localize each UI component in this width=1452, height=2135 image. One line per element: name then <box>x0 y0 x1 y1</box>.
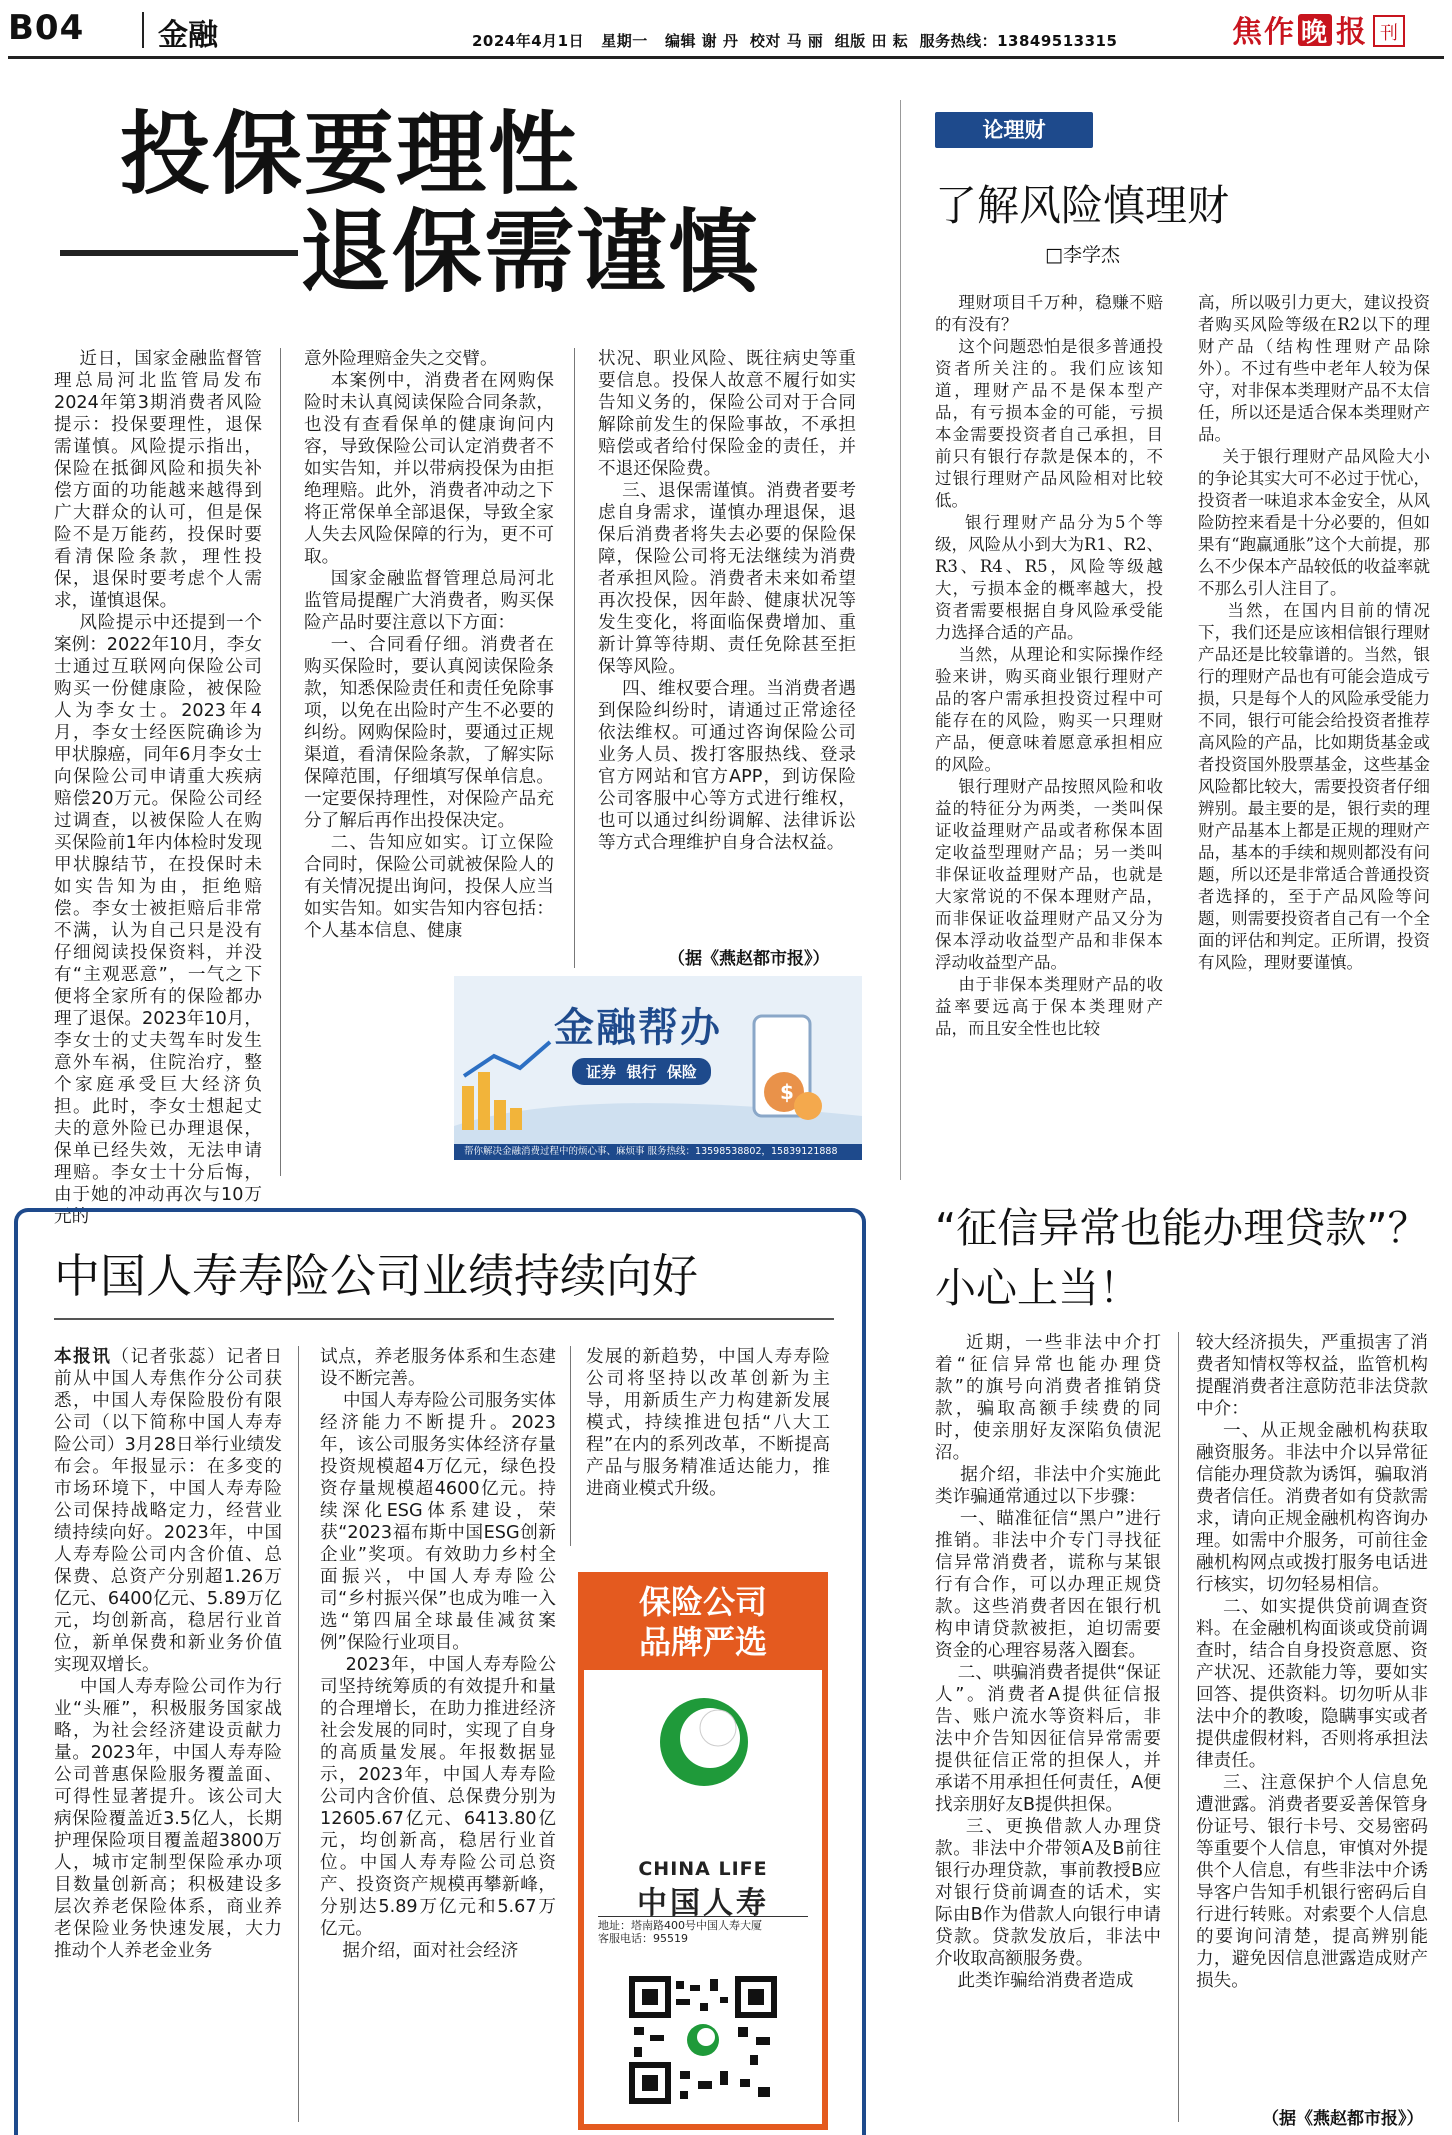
banner-subtitle: 证券 银行 保险 <box>572 1058 711 1085</box>
credit-title: “征信异常也能办理贷款”？ 小心上当！ <box>935 1204 1429 1312</box>
issue-meta: 2024年4月1日 星期一 编辑 谢 丹 校对 马 丽 组版 田 耘 服务热线：13849513315 <box>472 32 1118 50</box>
brand-select-banner <box>578 1572 828 1670</box>
column-rule <box>298 1346 299 2122</box>
chinalife-col2: 试点，养老服务体系和生态建设不断完善。 中国人寿寿险公司服务实体经济能力不断提升。2023年，该公司服务实体经济存量投资规模超4万亿元，绿色投资存量规模超4600亿元。持续深化ESG体系建设，荣获“2023福布斯中国ESG创新企业”奖项。有效助力乡村全面振兴，中国人寿寿险公司“乡村振兴保”也成为唯一入选“第四届全球最佳减贫案例”保险行业项目。 2023年，中国人寿寿险公司坚持统筹质的有效提升和量的合理增长，在助力推进经济社会发展的同时，实现了自身的高质量发展。年报数据显示，2023年，中国人寿寿险公司内含价值、总保费分别为12605.67亿元、6413.80亿元，均创新高，稳居行业首位。中国人寿寿险公司总资产、投资资产规模再攀新峰，分别达5.89万亿元和5.67万亿元。 据介绍，面对社会经济 <box>320 1347 556 1961</box>
page-column-rule <box>900 100 901 1180</box>
chinalife-col3: 发展的新趋势，中国人寿寿险公司将坚持以改革创新为主导，用新质生产力构建新发展模式，持续推进包括“八大工程”在内的系列改革，不断提高产品与服务精准适达能力，推进商业模式升级。 <box>586 1347 830 1499</box>
svg-text:报: 报 <box>1336 15 1366 50</box>
main-article-col2: 意外险理赔金失之交臂。 本案例中，消费者在网购保险时未认真阅读保险合同条款，也没有查看保单的健康询问内容，导致保险公司认定消费者不如实告知，并以带病投保为由拒绝理赔。此外，消费者冲动之下将正常保单全部退保，导致全家人失去风险保障的行为，更不可取。 国家金融监督管理总局河北监管局提醒广大消费者，购买保险产品时要注意以下方面： 一、合同看仔细。消费者在购买保险时，要认真阅读保险条款，知悉保险责任和责任免除事项，以免在出险时产生不必要的纠纷。网购保险时，要通过正规渠道，看清保险条款，了解实际保障范围，仔细填写保单信息。一定要保持理性，对保险产品充分了解后再作出投保决定。 二、告知应如实。订立保险合同时，保险公司就被保险人的有关情况提出询问，投保人应当如实告知。如实告知内容包括：个人基本信息、健康 <box>304 349 554 941</box>
column-tag: 论理财 <box>935 112 1093 148</box>
theory-col1: 理财项目千万种，稳赚不赔的有没有？ 这个问题恐怕是很多普通投资者所关注的。我们应该知道，理财产品不是保本型产品，有亏损本金的可能，亏损本金需要投资者自己承担，目前只有银行存款是保本的，不过银行理财产品风险相对比较低。 银行理财产品分为5个等级，风险从小到大为R1、R2、R3、R4、R5，风险等级越大，亏损本金的概率越大，投资者需要根据自身风险承受能力选择合适的产品。 当然，从理论和实际操作经验来讲，购买商业银行理财产品的客户需承担投资过程中可能存在的风险，购买一只理财产品，便意味着愿意承担相应的风险。 银行理财产品按照风险和收益的特征分为两类，一类叫保证收益理财产品或者称保本固定收益型理财产品；另一类叫非保证收益理财产品，也就是大家常说的不保本理财产品，而非保证收益理财产品又分为保本浮动收益型产品和非保本浮动收益型产品。 由于非保本类理财产品的收益率要远高于保本类理财产品，而且安全性也比较 <box>935 293 1164 1038</box>
theory-author: □李学杰 <box>1045 244 1120 266</box>
header-divider <box>142 12 144 48</box>
header-rule <box>8 56 1444 59</box>
chinalife-col1-text: （记者张蕊）记者日前从中国人寿焦作分公司获悉，中国人寿保险股份有限公司（以下简称中国人寿寿险公司）3月28日举行业绩发布会。年报显示：在多变的市场环境下，中国人寿寿险公司保持战略定力，经营业绩持续向好。2023年，中国人寿寿险公司内含价值、总保费、总资产分别超1.26万亿元、6400亿元、5.89万亿元，均创新高，稳居行业首位，新单保费和新业务价值实现双增长。 中国人寿寿险公司作为行业“头雁”，积极服务国家战略，为社会经济建设贡献力量。2023年，中国人寿寿险公司普惠保险服务覆盖面、可得性显著提升。该公司大病保险覆盖近3.5亿人，长期护理保险项目覆盖超3800万人，城市定制型保险承办项目数量创新高；积极建设多层次养老保险体系，商业养老保险业务快速发展，大力推动个人养老金业务 <box>54 1347 282 1961</box>
coin-icon: $ <box>780 1080 794 1104</box>
main-source: （据《燕赵都市报》） <box>668 949 830 969</box>
main-article-col1: 近日，国家金融监督管理总局河北监管局发布2024年第3期消费者风险提示：投保要理性，退保需谨慎。风险提示指出，保险在抵御风险和损失补偿方面的功能越来越得到广大群众的认可，但是保险不是万能药，投保时要看清保险条款，理性投保，退保时要考虑个人需求，谨慎退保。 风险提示中还提到一个案例：2022年10月，李女士通过互联网向保险公司购买一份健康险，被保险人为李女士。2023年4月，李女士经医院确诊为甲状腺癌，同年6月李女士向保险公司申请重大疾病赔偿20万元。保险公司经过调查，以被保险人在购买保险前1年内体检时发现甲状腺结节，在投保时未如实告知为由，拒绝赔偿。李女士被拒赔后非常不满，认为自己只是没有仔细阅读投保资料，并没有“主观恶意”，一气之下便将全家所有的保险都办理了退保。2023年10月，李女士的丈夫驾车时发生意外车祸，住院治疗，整个家庭承受巨大经济负担。此时，李女士想起丈夫的意外险已办理退保，保单已经失效，无法申请理赔。李女士十分后悔，由于她的冲动再次与10万元的 <box>54 349 262 1227</box>
main-headline-line1: 投保要理性 <box>120 102 580 207</box>
svg-text:晚: 晚 <box>1301 18 1328 48</box>
banner-title: 金融帮办 <box>554 1004 722 1051</box>
brand-line1: 保险公司 <box>638 1583 767 1621</box>
svg-text:刊: 刊 <box>1380 23 1398 44</box>
section-name: 金融 <box>158 18 218 53</box>
svg-text:焦作: 焦作 <box>1232 15 1296 50</box>
chinalife-logo-cn: 中国人寿 <box>637 1886 769 1921</box>
page-number: B04 <box>8 8 85 48</box>
brand-line2: 品牌严选 <box>638 1623 767 1661</box>
chinalife-logo-en: CHINA LIFE <box>638 1858 768 1880</box>
column-rule <box>570 1346 571 1546</box>
chinalife-title: 中国人寿寿险公司业绩持续向好 <box>54 1249 698 1303</box>
theory-title: 了解风险慎理财 <box>935 181 1230 230</box>
chinalife-title-rule <box>54 1318 834 1320</box>
chinalife-lead: 本报讯 <box>54 1347 112 1367</box>
main-article-col2-tail <box>304 976 446 1176</box>
headline-rule <box>60 250 298 256</box>
chinalife-address: 地址：塔南路400号中国人寿大厦 客服电话：95519 <box>598 1916 808 1945</box>
finance-help-banner <box>454 976 862 1160</box>
column-rule <box>280 348 281 1176</box>
theory-col2: 高，所以吸引力更大，建议投资者购买风险等级在R2以下的理财产品（结构性理财产品除外）。不过有些中老年人较为保守，对非保本类理财产品不太信任，所以还是适合保本类理财产品。 关于银行理财产品风险大小的争论其实大可不必过于忧心，投资者一味追求本金安全，从风险防控来看是十分必要的，但如果有“跑赢通胀”这个大前提，那么不少保本产品较低的收益率就不那么引人注目了。 当然，在国内目前的情况下，我们还是应该相信银行理财产品还是比较靠谱的。当然，银行的理财产品也有可能会造成亏损，只是每个人的风险承受能力不同，银行可能会给投资者推荐高风险的产品，比如期货基金或者投资国外股票基金，这些基金风险都比较大，需要投资者仔细辨别。最主要的是，银行卖的理财产品基本上都是正规的理财产品，基本的手续和规则都没有问题，所以还是非常适合普通投资者选择的，至于产品风险等问题，则需要投资者自己有一个全面的评估和判定。正所谓，投资有风险，理财要谨慎。 <box>1198 293 1431 972</box>
chinalife-logo-icon <box>644 1690 764 1790</box>
newspaper-logo <box>1232 8 1442 52</box>
qr-code[interactable] <box>620 1975 786 2105</box>
main-article-col3: 状况、职业风险、既往病史等重要信息。投保人故意不履行如实告知义务的，保险公司对于合同解除前发生的保险事故，不承担赔偿或者给付保险金的责任，并不退还保险费。 三、退保需谨慎。消费者要考虑自身需求，谨慎办理退保，退保后消费者将失去必要的保险保障，保险公司将无法继续为消费者承担风险。消费者未来如希望再次投保，因年龄、健康状况等发生变化，将面临保费增加、重新计算等待期、责任免除甚至拒保等风险。 四、维权要合理。当消费者遇到保险纠纷时，请通过正常途径依法维权。可通过咨询保险公司业务人员、拨打客服热线、登录官方网站和官方APP，到访保险公司客服中心等方式进行维权，也可以通过纠纷调解、法律诉讼等方式合理维护自身合法权益。 <box>598 349 856 853</box>
main-headline-line2: 退保需谨慎 <box>300 200 760 305</box>
chinalife-col1 <box>54 1346 282 2128</box>
credit-col1: 近期，一些非法中介打着“征信异常也能办理贷款”的旗号向消费者推销贷款，骗取高额手续费的同时，使亲朋好友深陷负债泥沼。 据介绍，非法中介实施此类诈骗通常通过以下步骤： 一、瞄准征信“黑户”进行推销。非法中介专门寻找征信异常消费者，谎称与某银行有合作，可以办理正规贷款。这些消费者因在银行机构申请贷款被拒，迫切需要资金的心理容易落入圈套。 二、哄骗消费者提供“保证人”。消费者A提供征信报告、账户流水等资料后，非法中介告知因征信异常需要提供征信正常的担保人，并承诺不用承担任何责任，A便找亲朋好友B提供担保。 三、更换借款人办理贷款。非法中介带领A及B前往银行办理贷款，事前教授B应对银行贷前调查的话术，实际由B作为借款人向银行申请贷款。贷款发放后，非法中介收取高额服务费。 此类诈骗给消费者造成 <box>935 1333 1162 1991</box>
credit-source: （据《燕赵都市报》） <box>1262 2109 1424 2129</box>
banner-footer: 帮你解决金融消费过程中的烦心事、麻烦事 服务热线：13598538802，15839121888 <box>464 1146 838 1157</box>
credit-col2: 较大经济损失，严重损害了消费者知情权等权益，监管机构提醒消费者注意防范非法贷款中介： 一、从正规金融机构获取融资服务。非法中介以异常征信能办理贷款为诱饵，骗取消费者信任。消费者如有贷款需求，请向正规金融机构咨询办理。如需中介服务，可前往金融机构网点或拨打服务电话进行核实，切勿轻易相信。 二、如实提供贷前调查资料。在金融机构面谈或贷前调查时，结合自身投资意愿、资产状况、还款能力等，要如实回答、提供资料。切勿听从非法中介的教唆，隐瞒事实或者提供虚假材料，否则将承担法律责任。 三、注意保护个人信息免遭泄露。消费者要妥善保管身份证号、银行卡号、交易密码等重要个人信息，审慎对外提供个人信息，有些非法中介诱导客户告知手机银行密码后自行进行转账。对索要个人信息的要询问清楚，提高辨别能力，避免因信息泄露造成财产损失。 <box>1196 1333 1428 1991</box>
column-rule <box>574 348 575 968</box>
column-rule <box>1178 1332 1179 2122</box>
